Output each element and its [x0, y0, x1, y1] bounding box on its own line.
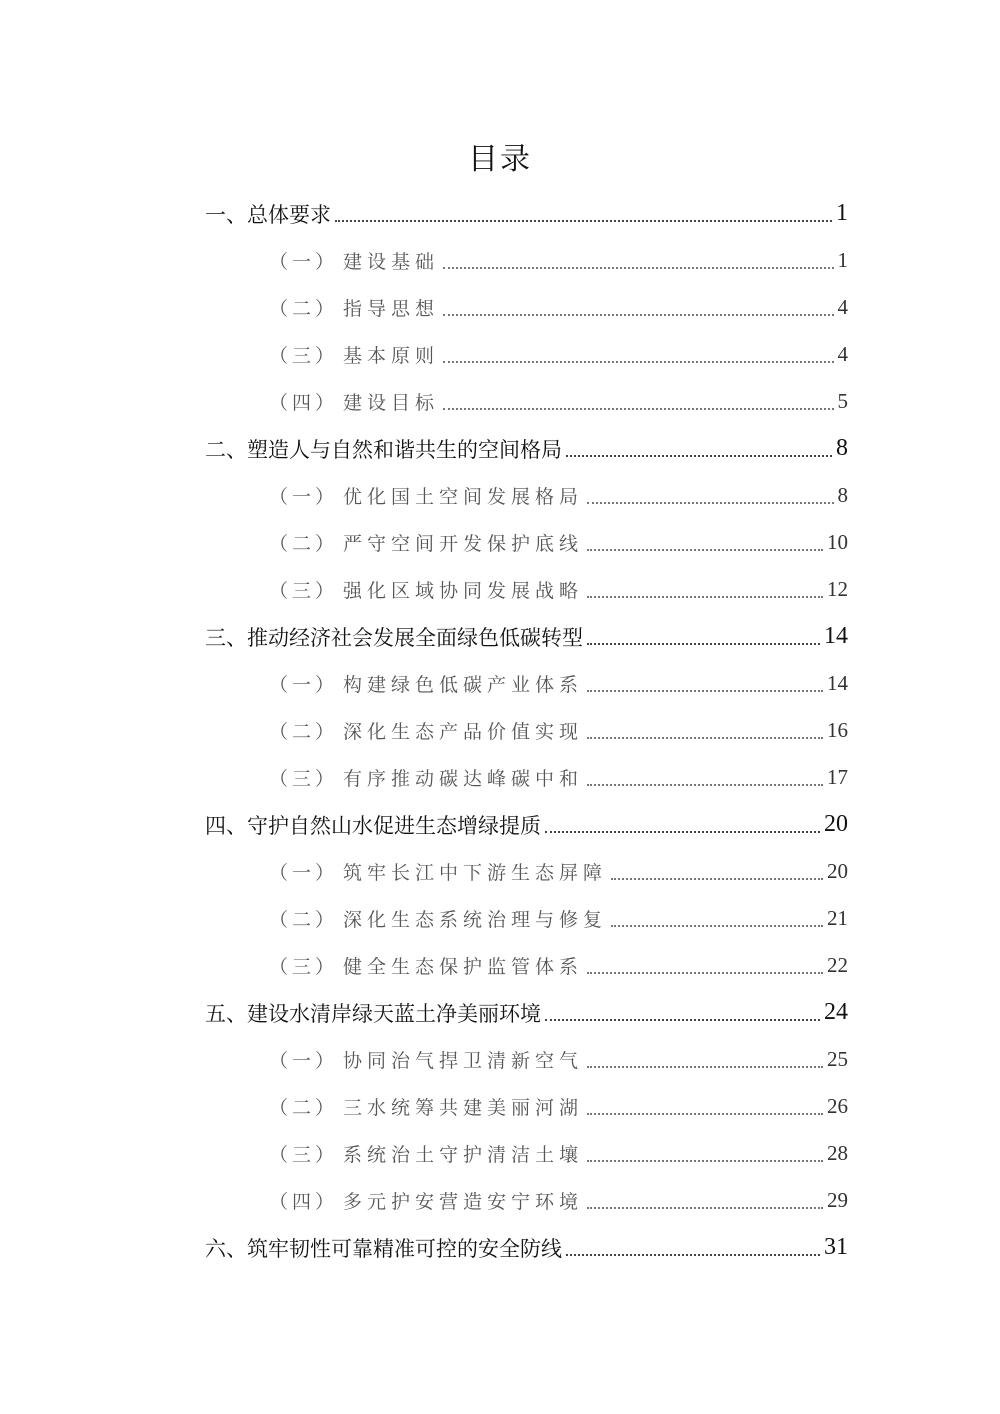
- entry-title: 协同治气捍卫清新空气: [343, 1050, 584, 1072]
- section-number: （一）: [269, 251, 339, 273]
- toc-section-entry[interactable]: [205, 284, 848, 331]
- page-number: 8: [836, 435, 848, 461]
- toc-section-entry[interactable]: [205, 1177, 848, 1224]
- dot-leader: [587, 784, 823, 786]
- dot-leader: [587, 502, 833, 504]
- table-of-contents: [205, 190, 848, 1271]
- toc-section-entry[interactable]: [205, 331, 848, 378]
- dot-leader: [335, 220, 832, 222]
- page-title: 目录: [468, 142, 532, 177]
- page-number: 12: [827, 577, 848, 601]
- page-number: 20: [824, 811, 848, 837]
- page-number: 25: [827, 1047, 848, 1071]
- toc-section-entry[interactable]: [205, 237, 848, 284]
- page-number: 21: [827, 906, 848, 930]
- entry-title: 三水统筹共建美丽河湖: [343, 1097, 584, 1119]
- entry-title: 筑牢长江中下游生态屏障: [343, 862, 608, 884]
- section-number: （一）: [269, 486, 339, 508]
- page-number: 28: [827, 1141, 848, 1165]
- toc-section-entry[interactable]: [205, 566, 848, 613]
- page-number: 10: [827, 530, 848, 554]
- toc-section-entry[interactable]: [205, 660, 848, 707]
- entry-title: 二、塑造人与自然和谐共生的空间格局: [205, 437, 562, 462]
- entry-title: 构建绿色低碳产业体系: [343, 674, 584, 696]
- page-number: 22: [827, 953, 848, 977]
- section-number: （三）: [269, 1144, 339, 1166]
- page-number: 1: [837, 248, 848, 272]
- toc-chapter-entry[interactable]: [205, 613, 848, 660]
- toc-section-entry[interactable]: [205, 942, 848, 989]
- dot-leader: [566, 455, 832, 457]
- page-number: 26: [827, 1094, 848, 1118]
- entry-title: 六、筑牢韧性可靠精准可控的安全防线: [205, 1236, 562, 1261]
- page-number: 1: [836, 200, 848, 226]
- dot-leader: [443, 267, 833, 269]
- page-number: 4: [837, 295, 848, 319]
- page-number: 20: [827, 859, 848, 883]
- section-number: （二）: [269, 1097, 339, 1119]
- toc-section-entry[interactable]: [205, 1036, 848, 1083]
- entry-title: 深化生态产品价值实现: [343, 721, 584, 743]
- dot-leader: [443, 361, 833, 363]
- page-number: 29: [827, 1188, 848, 1212]
- section-number: （二）: [269, 721, 339, 743]
- toc-chapter-entry[interactable]: [205, 190, 848, 237]
- section-number: （三）: [269, 768, 339, 790]
- entry-title: 有序推动碳达峰碳中和: [343, 768, 584, 790]
- section-number: （一）: [269, 674, 339, 696]
- page-number: 24: [824, 999, 848, 1025]
- toc-chapter-entry[interactable]: [205, 1224, 848, 1271]
- dot-leader: [587, 643, 820, 645]
- section-number: （三）: [269, 580, 339, 602]
- dot-leader: [587, 1160, 823, 1162]
- entry-title: 五、建设水清岸绿天蓝土净美丽环境: [205, 1001, 541, 1026]
- dot-leader: [587, 1066, 823, 1068]
- page-number: 14: [824, 623, 848, 649]
- entry-title: 一、总体要求: [205, 202, 331, 227]
- dot-leader: [587, 1113, 823, 1115]
- entry-title: 多元护安营造安宁环境: [343, 1191, 584, 1213]
- dot-leader: [443, 314, 833, 316]
- toc-section-entry[interactable]: [205, 895, 848, 942]
- toc-section-entry[interactable]: [205, 848, 848, 895]
- toc-section-entry[interactable]: [205, 754, 848, 801]
- section-number: （四）: [269, 1191, 339, 1213]
- toc-section-entry[interactable]: [205, 378, 848, 425]
- section-number: （二）: [269, 909, 339, 931]
- dot-leader: [587, 1207, 823, 1209]
- dot-leader: [545, 831, 820, 833]
- page-number: 5: [837, 389, 848, 413]
- toc-chapter-entry[interactable]: [205, 801, 848, 848]
- dot-leader: [566, 1254, 820, 1256]
- dot-leader: [587, 690, 823, 692]
- section-number: （一）: [269, 1050, 339, 1072]
- entry-title: 优化国土空间发展格局: [343, 486, 584, 508]
- dot-leader: [587, 549, 823, 551]
- dot-leader: [587, 737, 823, 739]
- entry-title: 健全生态保护监管体系: [343, 956, 584, 978]
- dot-leader: [545, 1019, 820, 1021]
- dot-leader: [587, 972, 823, 974]
- section-number: （一）: [269, 862, 339, 884]
- page-number: 31: [824, 1234, 848, 1260]
- section-number: （三）: [269, 956, 339, 978]
- entry-title: 建设基础: [343, 251, 440, 273]
- toc-section-entry[interactable]: [205, 707, 848, 754]
- entry-title: 建设目标: [343, 392, 440, 414]
- page-number: 4: [837, 342, 848, 366]
- entry-title: 指导思想: [343, 298, 440, 320]
- section-number: （二）: [269, 298, 339, 320]
- entry-title: 四、守护自然山水促进生态增绿提质: [205, 813, 541, 838]
- toc-section-entry[interactable]: [205, 472, 848, 519]
- entry-title: 严守空间开发保护底线: [343, 533, 584, 555]
- dot-leader: [443, 408, 833, 410]
- entry-title: 系统治土守护清洁土壤: [343, 1144, 584, 1166]
- section-number: （三）: [269, 345, 339, 367]
- section-number: （二）: [269, 533, 339, 555]
- entry-title: 深化生态系统治理与修复: [343, 909, 608, 931]
- entry-title: 三、推动经济社会发展全面绿色低碳转型: [205, 625, 583, 650]
- dot-leader: [587, 596, 823, 598]
- toc-chapter-entry[interactable]: [205, 989, 848, 1036]
- dot-leader: [611, 925, 823, 927]
- entry-title: 强化区域协同发展战略: [343, 580, 584, 602]
- page-number: 8: [837, 483, 848, 507]
- page-number: 16: [827, 718, 848, 742]
- dot-leader: [611, 878, 823, 880]
- section-number: （四）: [269, 392, 339, 414]
- toc-chapter-entry[interactable]: [205, 425, 848, 472]
- page-number: 14: [827, 671, 848, 695]
- toc-section-entry[interactable]: [205, 1083, 848, 1130]
- toc-section-entry[interactable]: [205, 519, 848, 566]
- toc-section-entry[interactable]: [205, 1130, 848, 1177]
- page-number: 17: [827, 765, 848, 789]
- entry-title: 基本原则: [343, 345, 440, 367]
